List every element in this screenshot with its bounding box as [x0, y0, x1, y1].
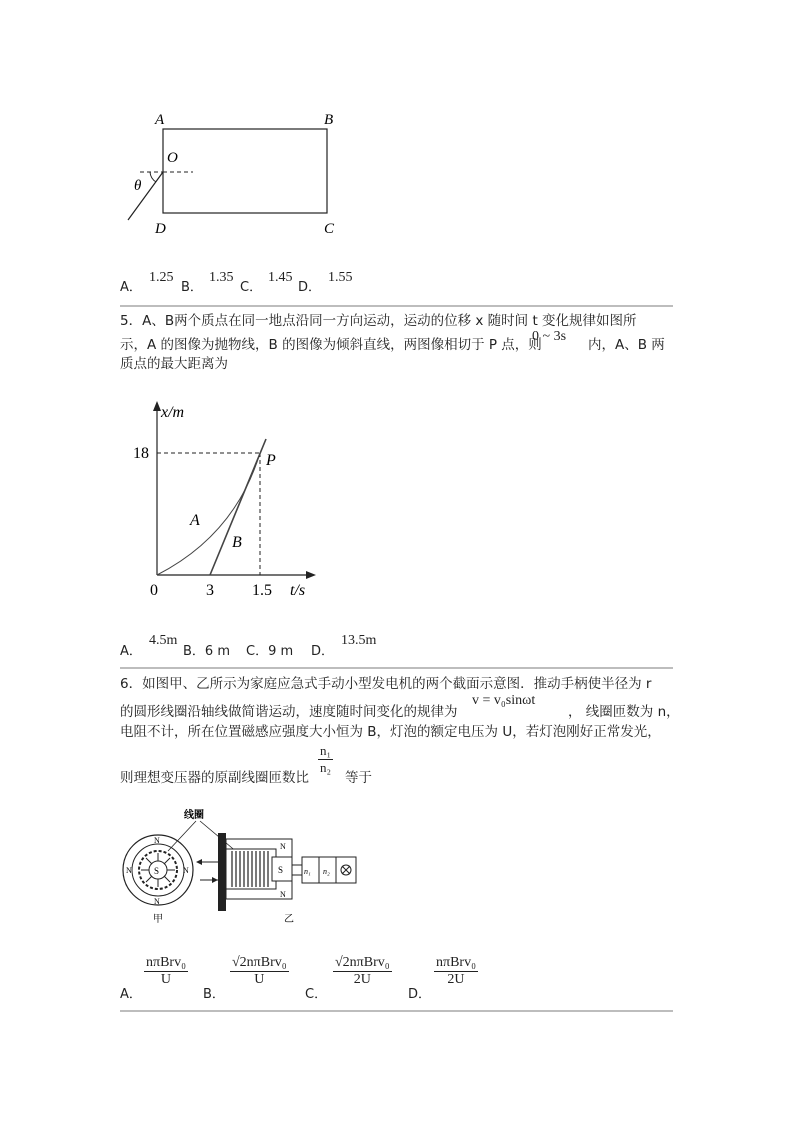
figure-q4-rectangle [120, 100, 360, 245]
label-jia: 甲 [153, 914, 163, 925]
divider [120, 667, 673, 669]
q6-line-4a: 则理想变压器的原副线圈匝数比 [120, 770, 309, 786]
q4-option-d[interactable]: D． [298, 280, 322, 295]
jia-N-top: N [154, 836, 160, 845]
q6-option-d-fraction: nπBrv₀ 2U [436, 955, 476, 987]
point-P-label: P [266, 452, 276, 469]
q6-line-4b: 等于 [345, 770, 372, 786]
yi-N-bottom: N [280, 890, 286, 899]
q6-option-a-fraction: nπBrv₀ U [146, 955, 186, 987]
q6-turns-ratio: $\frac{\text{n₁}}{\text{n₂}}$ [320, 743, 332, 775]
label-C: C [324, 221, 335, 237]
q6-option-a[interactable]: A． [120, 987, 142, 1002]
q5-line-1: 5．A、B两个质点在同一地点沿同一方向运动，运动的位移 x 随时间 t 变化规律如图所 [120, 313, 637, 329]
q4-option-a[interactable]: A． [120, 280, 142, 295]
q5-line-2a: 示，A 的图像为抛物线，B 的图像为倾斜直线，两图像相切于 P 点，则 [120, 337, 542, 353]
q4-option-a-value: 1.25 [149, 270, 174, 285]
divider [120, 1010, 673, 1012]
axis-y-label: x/m [161, 404, 185, 421]
q6-option-c-fraction: √2nπBrv₀ 2U [335, 955, 390, 987]
yi-N-top: N [280, 842, 286, 851]
q6-option-b-fraction: √2nπBrv₀ U [232, 955, 287, 987]
label-yi: 乙 [284, 914, 294, 925]
q5-line-2b: 内，A、B 两 [588, 337, 665, 353]
yi-S: S [278, 865, 284, 875]
jia-N-left: N [126, 866, 132, 875]
q6-option-c[interactable]: C． [305, 987, 328, 1002]
figure-q5-graph [120, 395, 330, 605]
q5-line-3: 质点的最大距离为 [120, 356, 228, 372]
q5-option-a-value: 4.5m [149, 633, 178, 648]
jia-N-right: N [183, 866, 189, 875]
q5-option-c[interactable]: C．9 m [246, 644, 294, 659]
tick-x-3: 3 [206, 582, 214, 599]
q4-option-c-value: 1.45 [268, 270, 293, 285]
q4-option-b-value: 1.35 [209, 270, 234, 285]
q6-line-2b: ， 线圈匝数为 n， [568, 704, 680, 720]
q6-option-d[interactable]: D． [408, 987, 432, 1002]
jia-N-bottom: N [154, 897, 160, 906]
label-O: O [167, 150, 178, 166]
line-B-label: B [232, 534, 242, 551]
label-coil: 线圈 [184, 810, 204, 821]
divider [120, 305, 673, 307]
q5-option-d[interactable]: D． [311, 644, 335, 659]
curve-A-label: A [190, 512, 200, 529]
figure-q6-generator [120, 805, 360, 925]
jia-S: S [154, 866, 160, 876]
tick-origin: 0 [150, 582, 158, 599]
q5-option-b[interactable]: B．6 m [183, 644, 230, 659]
axis-x-label: t/s [290, 582, 306, 599]
label-n2: n₂ [323, 867, 330, 876]
q5-range: 0 ~ 3s [532, 329, 567, 344]
q6-option-b[interactable]: B． [203, 987, 225, 1002]
tick-x-1-5: 1.5 [252, 582, 272, 599]
tick-y-18: 18 [133, 445, 149, 462]
q5-option-d-value: 13.5m [341, 633, 377, 648]
label-D: D [155, 221, 166, 237]
label-n1: n₁ [304, 867, 311, 876]
label-B: B [324, 112, 334, 128]
label-theta: θ [134, 178, 142, 194]
q4-option-d-value: 1.55 [328, 270, 353, 285]
q6-velocity-formula: v = v₀sinωt [472, 693, 536, 708]
q5-option-a[interactable]: A． [120, 644, 142, 659]
q4-option-b[interactable]: B． [181, 280, 203, 295]
q6-line-3: 电阻不计，所在位置磁感应强度大小恒为 B，灯泡的额定电压为 U，若灯泡刚好正常发光， [120, 724, 661, 740]
q6-line-1: 6．如图甲、乙所示为家庭应急式手动小型发电机的两个截面示意图．推动手柄使半径为 r [120, 676, 652, 692]
q6-line-2a: 的圆形线圈沿轴线做简谐运动，速度随时间变化的规律为 [120, 704, 458, 720]
q4-option-c[interactable]: C． [240, 280, 263, 295]
label-A: A [155, 112, 165, 128]
